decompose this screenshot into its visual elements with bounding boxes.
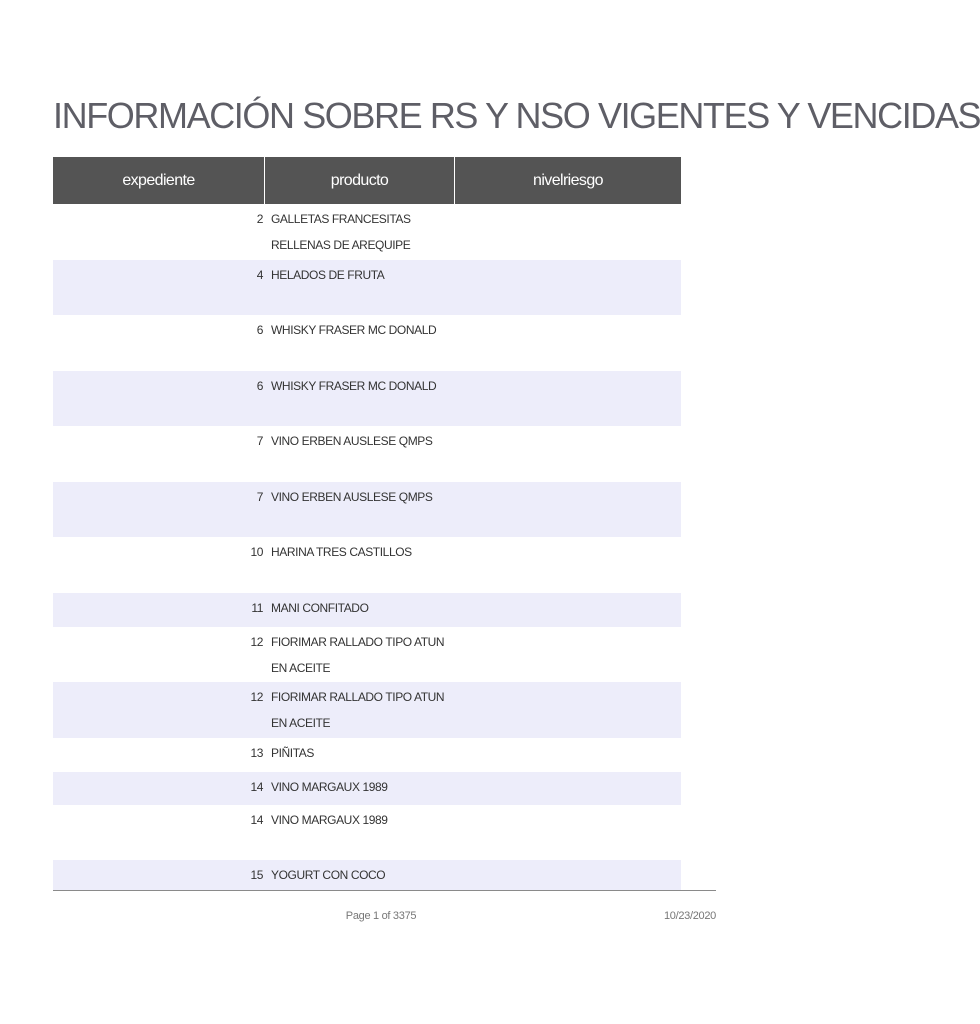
cell-producto: WHISKY FRASER MC DONALD — [271, 323, 437, 337]
column-header-producto: producto — [265, 157, 455, 204]
cell-expediente: 14 — [250, 813, 263, 827]
footer-divider — [53, 890, 716, 891]
table-row — [53, 260, 681, 315]
column-header-nivelriesgo: nivelriesgo — [533, 171, 603, 189]
cell-producto: PIÑITAS — [271, 746, 314, 760]
cell-expediente: 7 — [256, 490, 263, 504]
cell-producto: FIORIMAR RALLADO TIPO ATUN EN ACEITE — [271, 635, 445, 675]
table-row — [53, 805, 681, 860]
cell-expediente: 4 — [256, 268, 263, 282]
table-row — [53, 426, 681, 482]
cell-producto: FIORIMAR RALLADO TIPO ATUN EN ACEITE — [271, 690, 445, 730]
table-row — [53, 482, 681, 537]
cell-expediente: 12 — [250, 635, 263, 649]
cell-producto: HARINA TRES CASTILLOS — [271, 545, 412, 559]
cell-expediente: 13 — [250, 746, 263, 760]
cell-producto: HELADOS DE FRUTA — [271, 268, 385, 282]
table-row — [53, 682, 681, 738]
cell-producto: VINO MARGAUX 1989 — [271, 780, 388, 794]
table-row — [53, 772, 681, 805]
page-number: Page 1 of 3375 — [345, 910, 417, 922]
cell-expediente: 11 — [251, 601, 263, 615]
cell-expediente: 10 — [250, 545, 263, 559]
table-row — [53, 315, 681, 371]
cell-expediente: 14 — [250, 780, 263, 794]
table-row — [53, 593, 681, 627]
table-row — [53, 860, 681, 890]
cell-producto: YOGURT CON COCO — [271, 868, 386, 882]
cell-expediente: 12 — [250, 690, 263, 704]
cell-expediente: 6 — [256, 379, 263, 393]
data-table — [53, 157, 681, 890]
cell-producto: VINO ERBEN AUSLESE QMPS — [271, 434, 433, 448]
cell-producto: MANI CONFITADO — [271, 601, 369, 615]
column-header-expediente: expediente — [53, 157, 265, 204]
cell-expediente: 2 — [256, 212, 263, 226]
table-row — [53, 204, 681, 260]
cell-producto: VINO MARGAUX 1989 — [271, 813, 388, 827]
table-row — [53, 627, 681, 682]
table-header — [53, 157, 681, 204]
cell-expediente: 15 — [250, 868, 263, 882]
table-row — [53, 371, 681, 426]
cell-producto: WHISKY FRASER MC DONALD — [271, 379, 437, 393]
page-title: INFORMACIÓN SOBRE RS Y NSO VIGENTES Y VENCIDAS — [53, 95, 980, 136]
table-row — [53, 537, 681, 593]
table-row — [53, 738, 681, 772]
cell-producto: GALLETAS FRANCESITAS RELLENAS DE AREQUIPE — [271, 212, 411, 252]
cell-expediente: 6 — [256, 323, 263, 337]
cell-producto: VINO ERBEN AUSLESE QMPS — [271, 490, 433, 504]
cell-expediente: 7 — [256, 434, 263, 448]
print-date: 10/23/2020 — [663, 910, 716, 922]
